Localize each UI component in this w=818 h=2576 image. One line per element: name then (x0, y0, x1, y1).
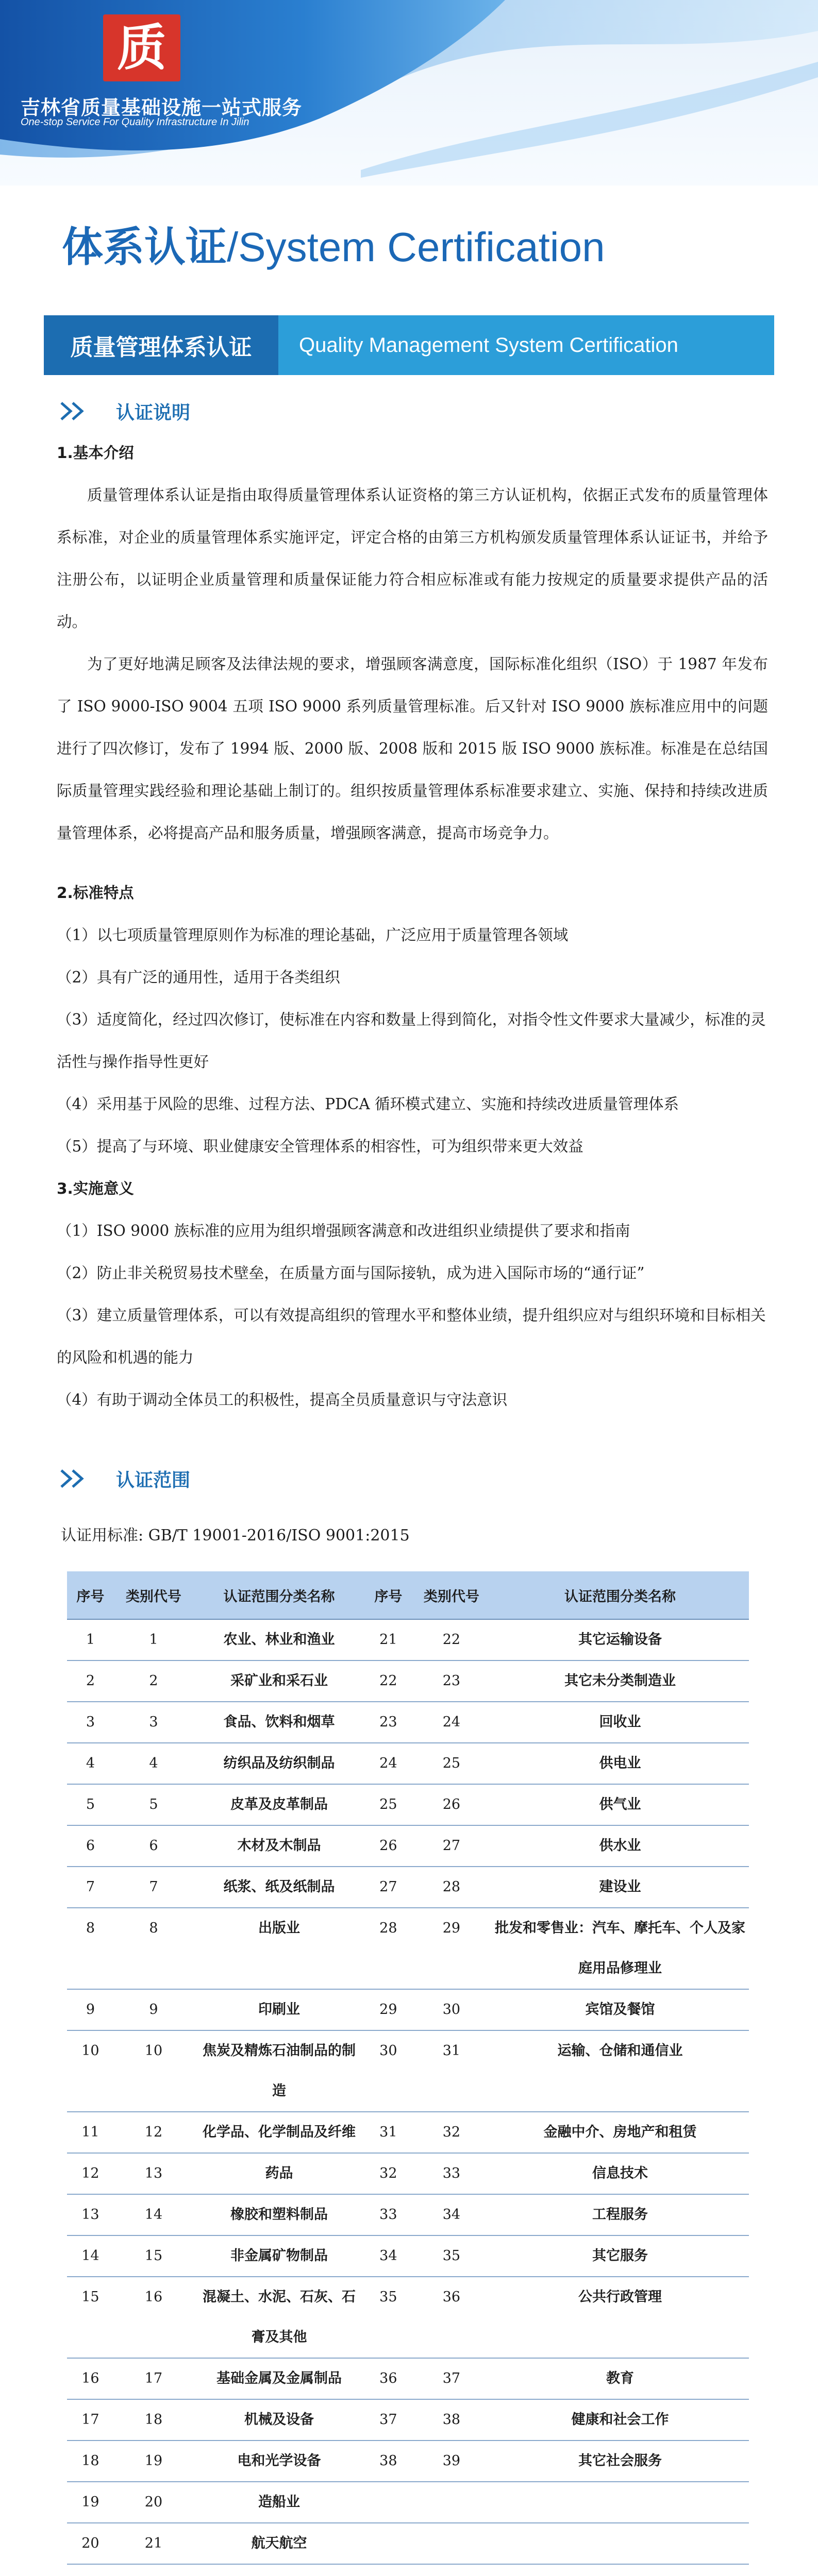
table-row (67, 1660, 749, 1702)
cell-no: 12 (67, 2153, 114, 2194)
cell-name: 信息技术 (491, 2153, 749, 2194)
cell-no: 37 (365, 2399, 412, 2441)
cell-name: 电和光学设备 (193, 2441, 365, 2482)
cell-no: 11 (67, 2112, 114, 2153)
col-header-no: 序号 (365, 1571, 412, 1619)
section-heading-label: 认证范围 (116, 1469, 191, 1491)
cell-name: 机械及设备 (193, 2399, 365, 2441)
page-title (62, 223, 605, 271)
cell-code (412, 2523, 491, 2564)
cell-code: 27 (412, 1825, 491, 1867)
cell-no: 21 (365, 1619, 412, 1660)
cell-code: 2 (114, 1660, 193, 1702)
table-row (67, 2482, 749, 2523)
cell-name: 焦炭及精炼石油制品的制造 (193, 2030, 365, 2112)
col-header-code: 类别代号 (114, 1571, 193, 1619)
header (0, 0, 818, 185)
cell-name: 供电业 (491, 1743, 749, 1784)
cell-code: 9 (114, 1989, 193, 2030)
cell-code (412, 2482, 491, 2523)
cell-no: 34 (365, 2235, 412, 2277)
cell-no (365, 2523, 412, 2564)
cell-code: 10 (114, 2030, 193, 2112)
cell-code: 37 (412, 2358, 491, 2399)
cell-no: 27 (365, 1867, 412, 1908)
page-title-cn: 体系认证 (62, 223, 227, 271)
cell-no: 4 (67, 1743, 114, 1784)
cell-name: 批发和零售业：汽车、摩托车、个人及家庭用品修理业 (491, 1908, 749, 1989)
cell-no: 3 (67, 1702, 114, 1743)
table-row (67, 1619, 749, 1660)
cell-code: 24 (412, 1702, 491, 1743)
brand-name-cn: 吉林省质量基础设施一站式服务 (21, 96, 303, 119)
cell-name: 药品 (193, 2153, 365, 2194)
cell-no: 18 (67, 2441, 114, 2482)
cell-code: 12 (114, 2112, 193, 2153)
col-header-name: 认证范围分类名称 (193, 1571, 365, 1619)
section-heading-description (59, 396, 190, 427)
cell-name (491, 2523, 749, 2564)
logo-mark: 质 (117, 19, 166, 77)
feature-item: （1）以七项质量管理原则作为标准的理论基础，广泛应用于质量管理各领域 (57, 926, 569, 944)
cell-code: 20 (114, 2482, 193, 2523)
cell-name: 健康和社会工作 (491, 2399, 749, 2441)
cell-name: 运输、仓储和通信业 (491, 2030, 749, 2112)
cell-no: 6 (67, 1825, 114, 1867)
cell-no: 17 (67, 2399, 114, 2441)
col-header-name: 认证范围分类名称 (491, 1571, 749, 1619)
double-chevron-icon (59, 401, 93, 421)
cell-code: 19 (114, 2441, 193, 2482)
table-row (67, 2277, 749, 2358)
table-row (67, 2523, 749, 2564)
cell-no: 14 (67, 2235, 114, 2277)
section-heading-label: 认证说明 (116, 402, 191, 423)
cell-name: 工程服务 (491, 2194, 749, 2235)
cell-name: 化学品、化学制品及纤维 (193, 2112, 365, 2153)
table-row (67, 2194, 749, 2235)
cell-name: 采矿业和采石业 (193, 1660, 365, 1702)
cell-no: 32 (365, 2153, 412, 2194)
cell-code: 7 (114, 1867, 193, 1908)
cell-no: 36 (365, 2358, 412, 2399)
cell-no: 5 (67, 1784, 114, 1825)
paragraph-intro-2: 为了更好地满足顾客及法律法规的要求，增强顾客满意度，国际标准化组织（ISO）于 1987 年发布了 ISO 9000-ISO 9004 五项 ISO 9000 系列质量管理标准。后又针对 ISO 9000 族标准应用中的问题进行了四次修订，发布了 1994 版、2000 版、2008 版和 2015 版 ISO 9000 族标准。标准是在总结国际质量管理实践经验和理论基础上制订的。组织按质量管理体系标准要求建立、实施、保持和持续改进质量管理体系，必将提高产品和服务质量，增强顾客满意，提高市场竞争力。 (57, 655, 768, 842)
feature-item: （5）提高了与环境、职业健康安全管理体系的相容性，可为组织带来更大效益 (57, 1138, 583, 1155)
significance-item: （1）ISO 9000 族标准的应用为组织增强顾客满意和改进组织业绩提供了要求和指南 (57, 1222, 630, 1240)
feature-item: （3）适度简化，经过四次修订，使标准在内容和数量上得到简化，对指令性文件要求大量减少，标准的灵活性与操作指导性更好 (57, 1011, 766, 1071)
cell-code: 32 (412, 2112, 491, 2153)
logo (103, 14, 180, 81)
cell-no: 22 (365, 1660, 412, 1702)
cell-code: 6 (114, 1825, 193, 1867)
section-banner (44, 315, 774, 375)
cell-no: 24 (365, 1743, 412, 1784)
cell-no: 8 (67, 1908, 114, 1989)
heading-basic-intro: 1.基本介绍 (57, 444, 134, 462)
cell-name: 纸浆、纸及纸制品 (193, 1867, 365, 1908)
cell-no: 16 (67, 2358, 114, 2399)
scope-table (67, 1571, 749, 2565)
cell-no: 35 (365, 2277, 412, 2358)
cell-no: 23 (365, 1702, 412, 1743)
cell-code: 38 (412, 2399, 491, 2441)
cell-no: 25 (365, 1784, 412, 1825)
table-row (67, 1867, 749, 1908)
cell-name: 其它社会服务 (491, 2441, 749, 2482)
brand-name-en: One-stop Service For Quality Infrastructure In Jilin (21, 116, 249, 128)
cell-name: 公共行政管理 (491, 2277, 749, 2358)
table-row (67, 2030, 749, 2112)
heading-significance: 3.实施意义 (57, 1180, 134, 1197)
table-row (67, 1989, 749, 2030)
cell-no: 1 (67, 1619, 114, 1660)
cell-code: 18 (114, 2399, 193, 2441)
heading-features: 2.标准特点 (57, 884, 134, 902)
cell-name: 金融中介、房地产和租赁 (491, 2112, 749, 2153)
cell-name: 出版业 (193, 1908, 365, 1989)
cell-no: 19 (67, 2482, 114, 2523)
significance-item: （3）建立质量管理体系，可以有效提高组织的管理水平和整体业绩，提升组织应对与组织环境和目标相关的风险和机遇的能力 (57, 1307, 766, 1366)
table-row (67, 2399, 749, 2441)
cell-name: 非金属矿物制品 (193, 2235, 365, 2277)
cell-code: 1 (114, 1619, 193, 1660)
table-row (67, 1743, 749, 1784)
cell-name: 基础金属及金属制品 (193, 2358, 365, 2399)
cell-no: 30 (365, 2030, 412, 2112)
cell-name: 其它未分类制造业 (491, 1660, 749, 1702)
table-row (67, 2153, 749, 2194)
cell-no: 28 (365, 1908, 412, 1989)
cell-no: 33 (365, 2194, 412, 2235)
certification-standard: 认证用标准: GB/T 19001-2016/ISO 9001:2015 (61, 1527, 410, 1545)
cell-code: 23 (412, 1660, 491, 1702)
cell-code: 34 (412, 2194, 491, 2235)
cell-no: 31 (365, 2112, 412, 2153)
table-body (67, 1619, 749, 2564)
table-row (67, 1825, 749, 1867)
cell-no: 13 (67, 2194, 114, 2235)
table-header-row (67, 1571, 749, 1619)
cell-no: 29 (365, 1989, 412, 2030)
cell-code: 3 (114, 1702, 193, 1743)
cell-code: 5 (114, 1784, 193, 1825)
cell-code: 31 (412, 2030, 491, 2112)
banner-title-en: Quality Management System Certification (278, 315, 774, 375)
cell-code: 25 (412, 1743, 491, 1784)
double-chevron-icon (59, 1468, 93, 1489)
cell-code: 4 (114, 1743, 193, 1784)
cell-code: 39 (412, 2441, 491, 2482)
section-heading-scope (59, 1463, 190, 1494)
cell-name (491, 2482, 749, 2523)
description-content (57, 432, 768, 1421)
significance-item: （4）有助于调动全体员工的积极性，提高全员质量意识与守法意识 (57, 1391, 508, 1409)
cell-code: 33 (412, 2153, 491, 2194)
cell-code: 8 (114, 1908, 193, 1989)
page-title-en: /System Certification (227, 224, 605, 270)
cell-code: 35 (412, 2235, 491, 2277)
cell-code: 14 (114, 2194, 193, 2235)
col-header-code: 类别代号 (412, 1571, 491, 1619)
cell-name: 供水业 (491, 1825, 749, 1867)
cell-name: 宾馆及餐馆 (491, 1989, 749, 2030)
cell-name: 皮革及皮革制品 (193, 1784, 365, 1825)
significance-item: （2）防止非关税贸易技术壁垒，在质量方面与国际接轨，成为进入国际市场的“通行证” (57, 1264, 645, 1282)
feature-item: （2）具有广泛的通用性，适用于各类组织 (57, 969, 340, 986)
cell-name: 航天航空 (193, 2523, 365, 2564)
cell-code: 26 (412, 1784, 491, 1825)
col-header-no: 序号 (67, 1571, 114, 1619)
cell-code: 21 (114, 2523, 193, 2564)
cell-name: 纺织品及纺织制品 (193, 1743, 365, 1784)
table-row (67, 2441, 749, 2482)
paragraph-intro-1: 质量管理体系认证是指由取得质量管理体系认证资格的第三方认证机构，依据正式发布的质量管理体系标准，对企业的质量管理体系实施评定，评定合格的由第三方机构颁发质量管理体系认证证书，并给予注册公布，以证明企业质量管理和质量保证能力符合相应标准或有能力按规定的质量要求提供产品的活动。 (57, 486, 768, 631)
cell-name: 其它服务 (491, 2235, 749, 2277)
cell-name: 建设业 (491, 1867, 749, 1908)
cell-code: 13 (114, 2153, 193, 2194)
table-row (67, 2112, 749, 2153)
cell-name: 教育 (491, 2358, 749, 2399)
cell-name: 混凝土、水泥、石灰、石膏及其他 (193, 2277, 365, 2358)
cell-no: 10 (67, 2030, 114, 2112)
cell-no: 2 (67, 1660, 114, 1702)
cell-no: 15 (67, 2277, 114, 2358)
cell-no: 26 (365, 1825, 412, 1867)
cell-name: 其它运输设备 (491, 1619, 749, 1660)
table-row (67, 2235, 749, 2277)
cell-code: 15 (114, 2235, 193, 2277)
cell-no (365, 2482, 412, 2523)
cell-code: 36 (412, 2277, 491, 2358)
table-row (67, 1908, 749, 1989)
cell-code: 16 (114, 2277, 193, 2358)
table-row (67, 2358, 749, 2399)
cell-name: 供气业 (491, 1784, 749, 1825)
cell-code: 22 (412, 1619, 491, 1660)
cell-no: 7 (67, 1867, 114, 1908)
table-row (67, 1702, 749, 1743)
banner-title-cn: 质量管理体系认证 (44, 315, 278, 375)
cell-name: 农业、林业和渔业 (193, 1619, 365, 1660)
cell-name: 橡胶和塑料制品 (193, 2194, 365, 2235)
cell-code: 29 (412, 1908, 491, 1989)
feature-item: （4）采用基于风险的思维、过程方法、PDCA 循环模式建立、实施和持续改进质量管理体系 (57, 1095, 679, 1113)
table-row (67, 1784, 749, 1825)
cell-name: 食品、饮料和烟草 (193, 1702, 365, 1743)
cell-code: 17 (114, 2358, 193, 2399)
cell-name: 回收业 (491, 1702, 749, 1743)
cell-name: 木材及木制品 (193, 1825, 365, 1867)
cell-name: 造船业 (193, 2482, 365, 2523)
cell-no: 20 (67, 2523, 114, 2564)
cell-no: 38 (365, 2441, 412, 2482)
cell-name: 印刷业 (193, 1989, 365, 2030)
cell-code: 30 (412, 1989, 491, 2030)
cell-code: 28 (412, 1867, 491, 1908)
cell-no: 9 (67, 1989, 114, 2030)
